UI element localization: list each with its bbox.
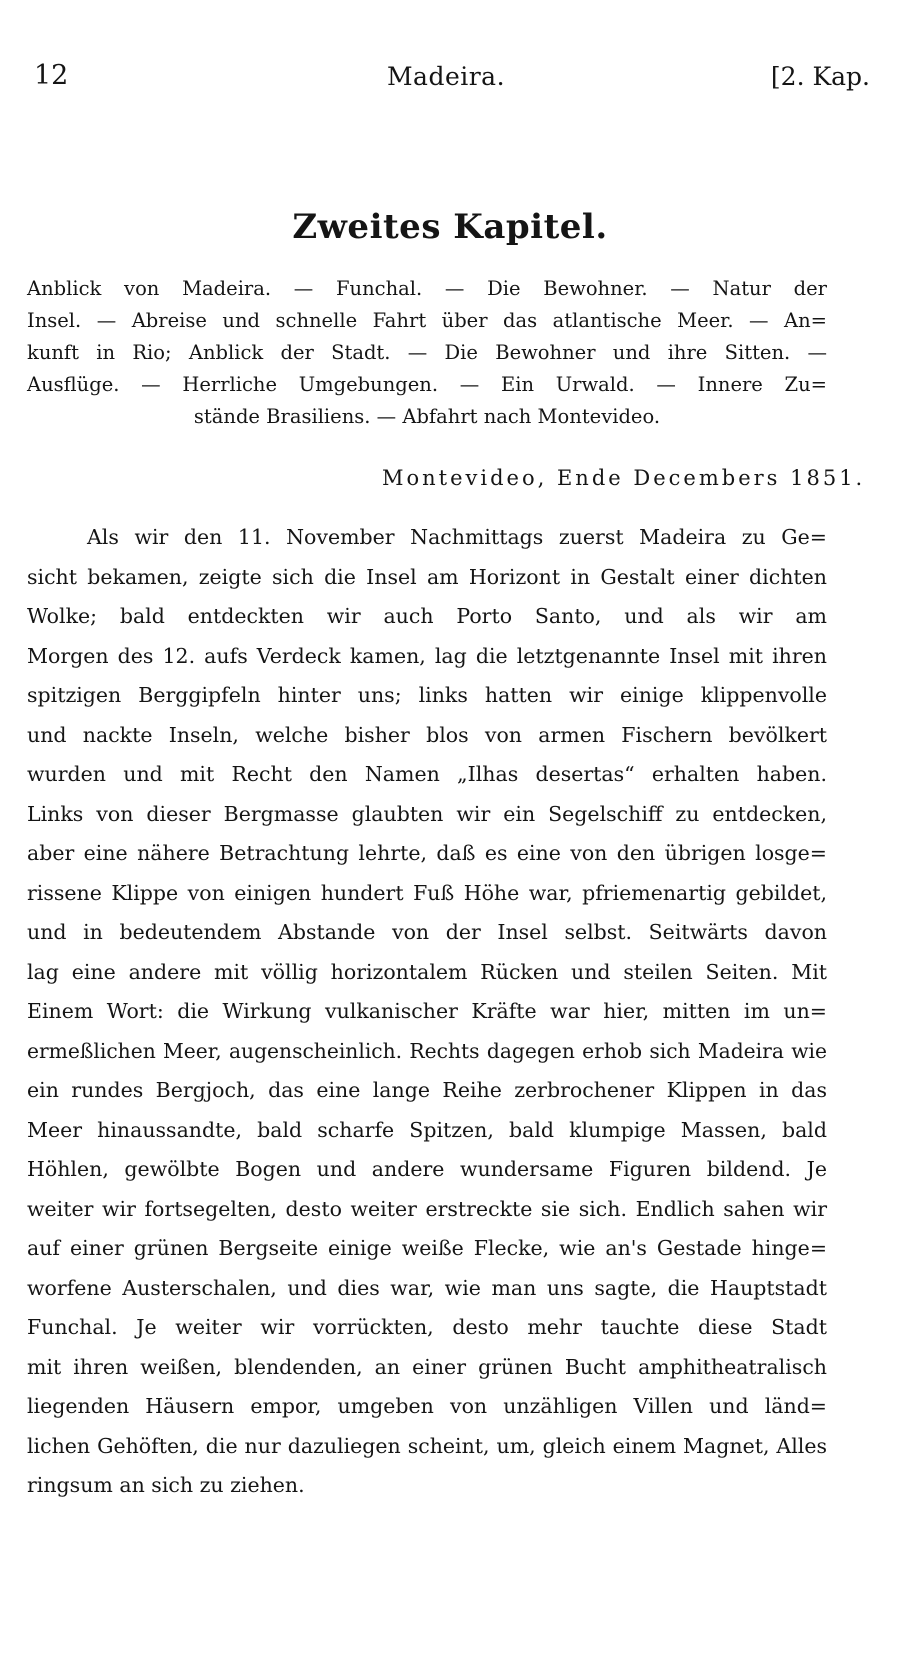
dateline: Montevideo, Ende Decembers 1851.: [382, 466, 866, 490]
body-line: ein rundes Bergjoch, das eine lange Reihe zerbrochener Klippen in das: [27, 1078, 827, 1102]
body-line: aber eine nähere Betrachtung lehrte, daß es eine von den übrigen losge=: [27, 841, 827, 865]
summary-line: Insel. — Abreise und schnelle Fahrt über das atlantische Meer. — An=: [27, 309, 827, 332]
body-line: rissene Klippe von einigen hundert Fuß Höhe war, pfriemenartig gebildet,: [27, 880, 827, 905]
body-line: und in bedeutendem Abstande von der Insel selbst. Seitwärts davon: [27, 920, 827, 944]
body-line: liegenden Häusern empor, umgeben von unzähligen Villen und länd=: [27, 1394, 827, 1418]
chapter-title: Zweites Kapitel.: [292, 207, 608, 247]
body-line: Höhlen, gewölbte Bogen und andere wundersame Figuren bildend. Je: [27, 1157, 827, 1181]
body-line: lag eine andere mit völlig horizontalem Rücken und steilen Seiten. Mit: [27, 959, 827, 984]
body-line: Wolke; bald entdeckten wir auch Porto Santo, und als wir am: [27, 604, 827, 628]
body-line: worfene Austerschalen, und dies war, wie man uns sagte, die Hauptstadt: [27, 1275, 827, 1300]
body-line: Funchal. Je weiter wir vorrückten, desto mehr tauchte diese Stadt: [27, 1315, 827, 1339]
body-line: mit ihren weißen, blendenden, an einer grünen Bucht amphitheatralisch: [27, 1354, 827, 1379]
running-head: [22, 60, 870, 100]
body-line: und nackte Inseln, welche bisher blos von armen Fischern bevölkert: [27, 722, 827, 747]
body-line: Morgen des 12. aufs Verdeck kamen, lag die letztgenannte Insel mit ihren: [27, 643, 827, 668]
chapter-reference: [2. Kap.: [770, 62, 870, 91]
body-line: weiter wir fortsegelten, desto weiter erstreckte sie sich. Endlich sahen wir: [27, 1196, 827, 1221]
summary-line: kunft in Rio; Anblick der Stadt. — Die Bewohner und ihre Sitten. —: [27, 341, 827, 364]
chapter-summary: [27, 273, 827, 433]
summary-line: Anblick von Madeira. — Funchal. — Die Bewohner. — Natur der: [27, 277, 827, 300]
body-line: Meer hinaussandte, bald scharfe Spitzen, bald klumpige Massen, bald: [27, 1117, 827, 1142]
body-paragraph: [27, 518, 827, 1506]
body-line: lichen Gehöften, die nur dazuliegen scheint, um, gleich einem Magnet, Alles: [27, 1433, 827, 1458]
body-line: Als wir den 11. November Nachmittags zuerst Madeira zu Ge=: [87, 525, 827, 549]
body-line: auf einer grünen Bergseite einige weiße Flecke, wie an's Gestade hinge=: [27, 1236, 827, 1260]
body-line: sicht bekamen, zeigte sich die Insel am Horizont in Gestalt einer dichten: [27, 564, 827, 589]
body-line: ermeßlichen Meer, augenscheinlich. Rechts dagegen erhob sich Madeira wie: [27, 1038, 827, 1063]
page-number: 12: [34, 60, 69, 91]
body-line: Einem Wort: die Wirkung vulkanischer Kräfte war hier, mitten im un=: [27, 999, 827, 1023]
summary-line: Ausflüge. — Herrliche Umgebungen. — Ein Urwald. — Innere Zu=: [27, 373, 827, 396]
running-title: Madeira.: [386, 62, 506, 91]
summary-line: stände Brasiliens. — Abfahrt nach Montevideo.: [193, 405, 661, 428]
body-line: Links von dieser Bergmasse glaubten wir ein Segelschiff zu entdecken,: [27, 801, 827, 826]
body-line: spitzigen Berggipfeln hinter uns; links hatten wir einige klippenvolle: [27, 683, 827, 707]
body-line: wurden und mit Recht den Namen „Ilhas desertas“ erhalten haben.: [27, 762, 827, 786]
body-line: ringsum an sich zu ziehen.: [27, 1473, 305, 1497]
